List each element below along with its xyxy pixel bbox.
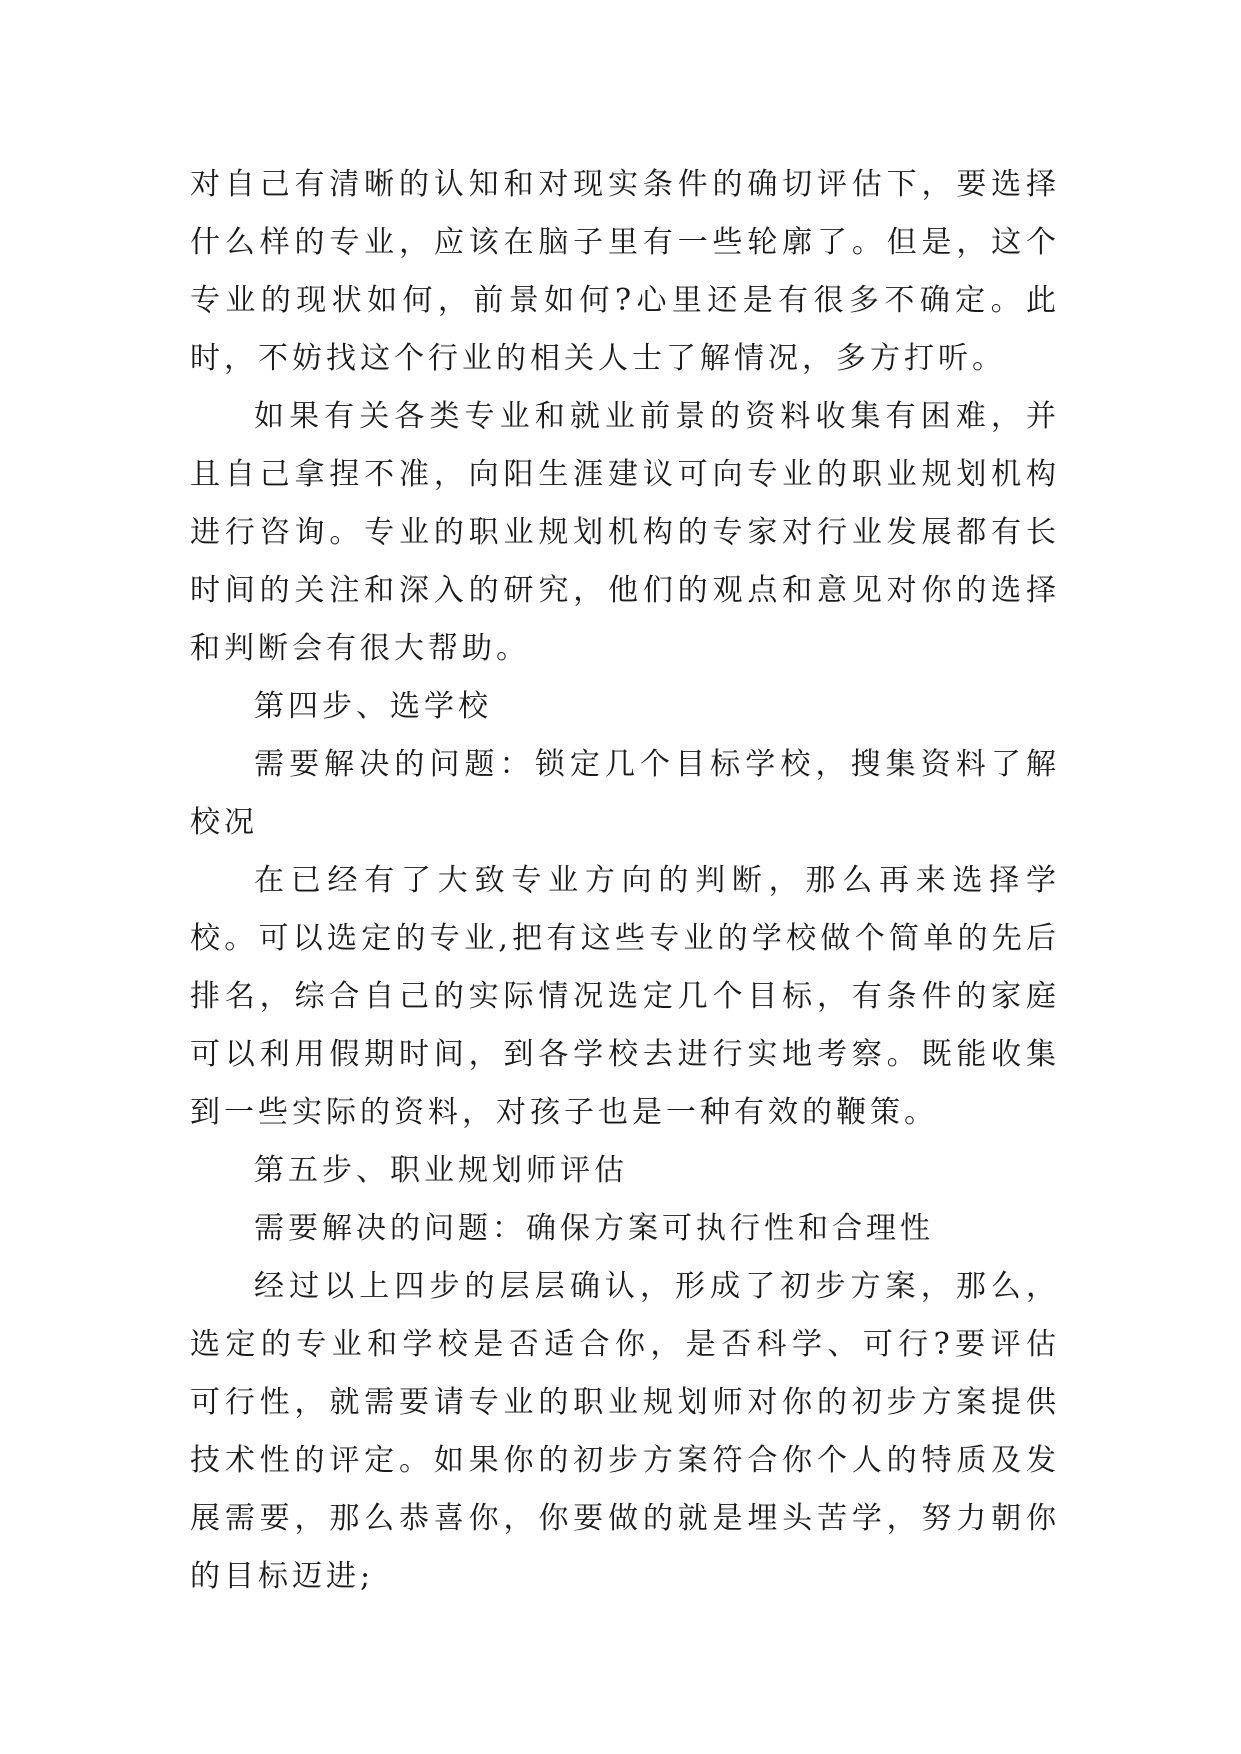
- step-five-heading: 第五步、职业规划师评估: [254, 1153, 628, 1188]
- step-four-heading: 第四步、选学校: [254, 689, 492, 724]
- step-five-problem: 需要解决的问题：确保方案可执行性和合理性: [254, 1211, 934, 1246]
- paragraph-5: 在已经有了大致专业方向的判断，那么再来选择学校。可以选定的专业,把有这些专业的学校做个简单的先后排名，综合自己的实际情况选定几个目标，有条件的家庭可以利用假期时间，到各学校去进行实地考察。既能收集到一些实际的资料，对孩子也是一种有效的鞭策。: [190, 863, 1060, 1130]
- paragraph-8: 经过以上四步的层层确认，形成了初步方案，那么，选定的专业和学校是否适合你，是否科学、可行?要评估可行性，就需要请专业的职业规划师对你的初步方案提供技术性的评定。如果你的初步方案符合你个人的特质及发展需要，那么恭喜你，你要做的就是埋头苦学，努力朝你的目标迈进;: [190, 1269, 1060, 1594]
- paragraph-1: 对自己有清晰的认知和对现实条件的确切评估下，要选择什么样的专业，应该在脑子里有一些轮廓了。但是，这个专业的现状如何，前景如何?心里还是有很多不确定。此时，不妨找这个行业的相关人士了解情况，多方打听。: [190, 167, 1060, 376]
- step-four-problem: 需要解决的问题：锁定几个目标学校，搜集资料了解校况: [190, 747, 1060, 840]
- document-body: [190, 156, 1060, 1606]
- paragraph-2: 如果有关各类专业和就业前景的资料收集有困难，并且自己拿捏不准，向阳生涯建议可向专业的职业规划机构进行咨询。专业的职业规划机构的专家对行业发展都有长时间的关注和深入的研究，他们的观点和意见对你的选择和判断会有很大帮助。: [190, 399, 1060, 666]
